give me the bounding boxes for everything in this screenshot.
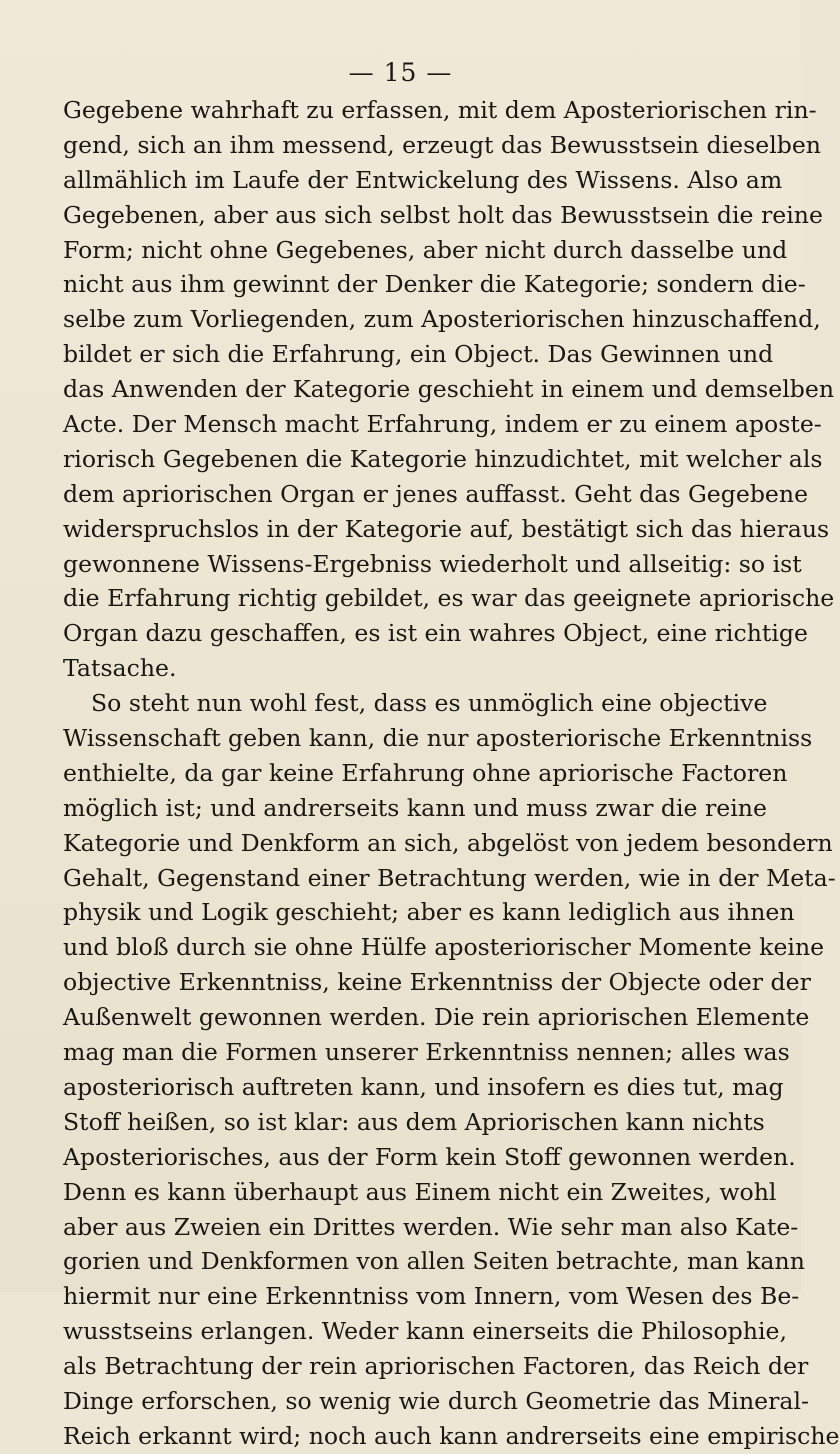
text-line: allmählich im Laufe der Entwickelung des Wissens. Also am xyxy=(63,165,783,194)
text-line: riorisch Gegebenen die Kategorie hinzudichtet, mit welcher als xyxy=(63,444,823,473)
text-line: als Betrachtung der rein apriorischen Factoren, das Reich der xyxy=(63,1352,809,1381)
text-line: Außenwelt gewonnen werden. Die rein apriorischen Elemente xyxy=(63,1003,810,1032)
text-line: und bloß durch sie ohne Hülfe aposteriorischer Momente keine xyxy=(63,933,825,962)
text-line: mag man die Formen unserer Erkenntniss nennen; alles was xyxy=(63,1038,790,1067)
text-line: Organ dazu geschaffen, es ist ein wahres Object, eine richtige xyxy=(63,619,808,648)
text-line: hiermit nur eine Erkenntniss vom Innern, vom Wesen des Be- xyxy=(63,1282,800,1311)
page-number-header: — 15 — xyxy=(348,58,453,87)
text-line: die Erfahrung richtig gebildet, es war das geeignete apriorische xyxy=(63,584,835,613)
text-line: Form; nicht ohne Gegebenes, aber nicht durch dasselbe und xyxy=(63,235,788,264)
text-line: Acte. Der Mensch macht Erfahrung, indem er zu einem aposte- xyxy=(63,410,822,439)
text-line: Kategorie und Denkform an sich, abgelöst von jedem besondern xyxy=(63,828,833,857)
text-line: Aposteriorisches, aus der Form kein Stoff gewonnen werden. xyxy=(63,1142,796,1171)
text-line: Wissenschaft geben kann, die nur aposteriorische Erkenntniss xyxy=(63,724,813,753)
text-line: Denn es kann überhaupt aus Einem nicht ein Zweites, wohl xyxy=(63,1177,777,1206)
text-line: aber aus Zweien ein Drittes werden. Wie sehr man also Kate- xyxy=(63,1212,799,1241)
body-text xyxy=(63,93,840,1454)
text-line: Tatsache. xyxy=(63,654,177,683)
text-line: Dinge erforschen, so wenig wie durch Geometrie das Mineral- xyxy=(63,1386,809,1415)
text-line: dem apriorischen Organ er jenes auffasst. Geht das Gegebene xyxy=(63,479,809,508)
text-line: bildet er sich die Erfahrung, ein Object. Das Gewinnen und xyxy=(63,340,774,369)
text-line: gorien und Denkformen von allen Seiten betrachte, man kann xyxy=(63,1247,805,1276)
text-line: das Anwenden der Kategorie geschieht in einem und demselben xyxy=(63,375,835,404)
text-line: selbe zum Vorliegenden, zum Aposteriorischen hinzuschaffend, xyxy=(63,305,821,334)
text-line: aposteriorisch auftreten kann, und insofern es dies tut, mag xyxy=(63,1072,784,1101)
text-line: nicht aus ihm gewinnt der Denker die Kategorie; sondern die- xyxy=(63,270,806,299)
text-line: Reich erkannt wird; noch auch kann andrerseits eine empirische xyxy=(63,1421,840,1450)
text-line: gend, sich an ihm messend, erzeugt das Bewusstsein dieselben xyxy=(63,130,821,159)
text-line: Gegebene wahrhaft zu erfassen, mit dem Aposteriorischen rin- xyxy=(63,96,817,124)
text-line: widerspruchslos in der Kategorie auf, bestätigt sich das hieraus xyxy=(63,514,830,543)
text-line: Stoff heißen, so ist klar: aus dem Apriorischen kann nichts xyxy=(63,1107,765,1136)
text-line: gewonnene Wissens-Ergebniss wiederholt und allseitig: so ist xyxy=(63,549,802,578)
text-line: enthielte, da gar keine Erfahrung ohne apriorische Factoren xyxy=(63,758,788,787)
text-line: Gegebenen, aber aus sich selbst holt das Bewusstsein die reine xyxy=(63,200,823,229)
text-line: So steht nun wohl fest, dass es unmöglich eine objective xyxy=(91,689,768,718)
text-line: objective Erkenntniss, keine Erkenntniss der Objecte oder der xyxy=(63,968,811,997)
text-line: Gehalt, Gegenstand einer Betrachtung werden, wie in der Meta- xyxy=(63,863,836,892)
text-line: wusstseins erlangen. Weder kann einerseits die Philosophie, xyxy=(63,1317,787,1346)
text-line: physik und Logik geschieht; aber es kann lediglich aus ihnen xyxy=(63,898,795,927)
text-line: möglich ist; und andrerseits kann und muss zwar die reine xyxy=(63,793,767,822)
